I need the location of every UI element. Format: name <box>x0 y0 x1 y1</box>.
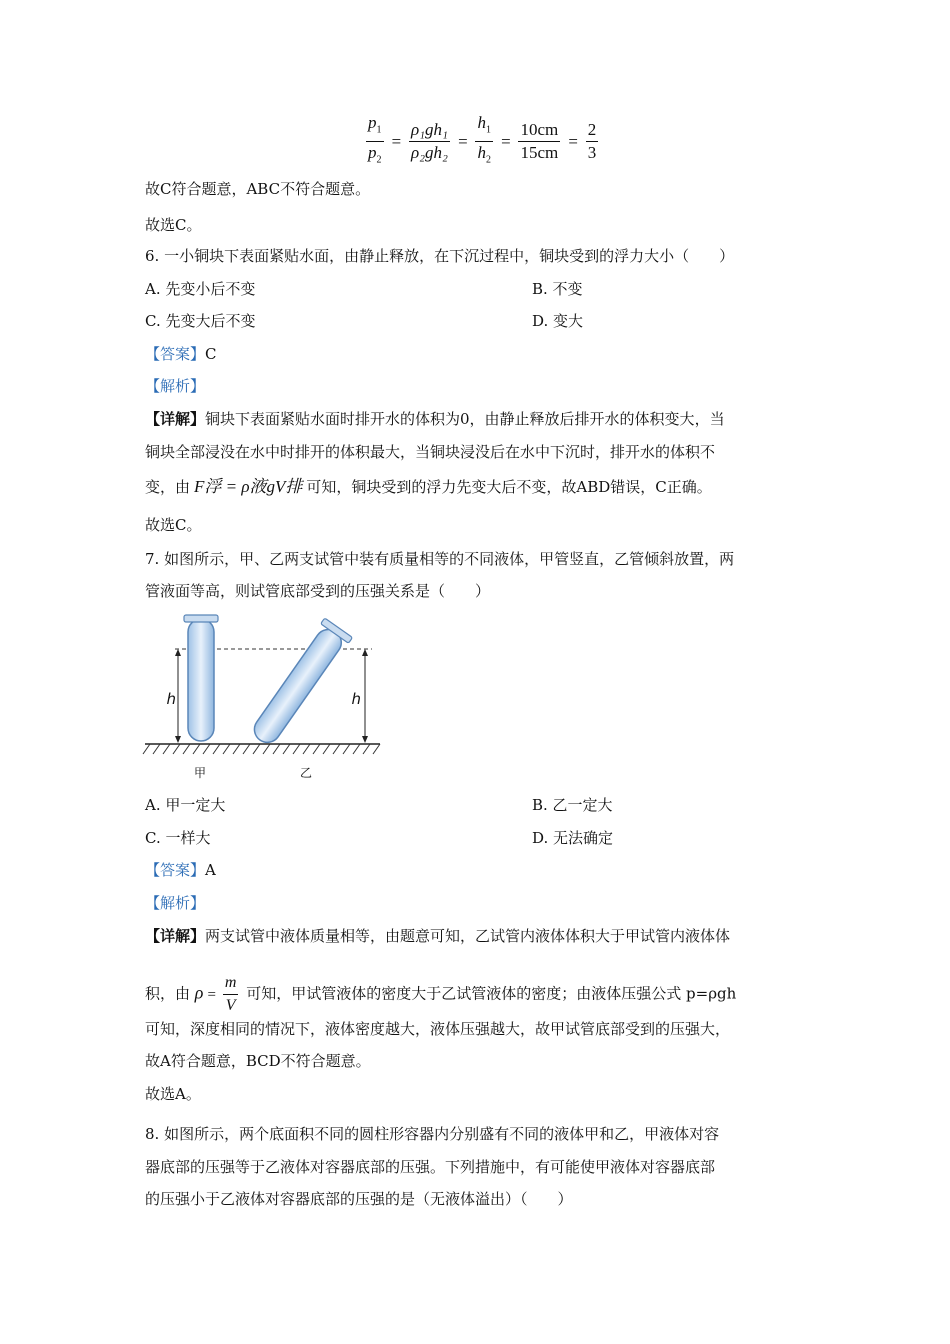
f1-num-sub: 1 <box>376 124 382 136</box>
tube-yi <box>246 618 352 750</box>
q7-option-a: A. 甲一定大 <box>145 796 226 814</box>
q7-detail2a: 积，由 <box>145 984 191 1003</box>
q7-analysis-tag <box>145 892 205 914</box>
buoyancy-formula: F浮 = ρ液gV排 <box>194 477 303 496</box>
fraction-V: V <box>225 997 236 1014</box>
label-yi: 乙 <box>299 766 313 780</box>
ground-hatching <box>143 744 380 754</box>
f3-num-sub: 1 <box>485 124 491 136</box>
answer-tag: 【答案】 <box>145 861 206 879</box>
q6-answer <box>145 343 217 365</box>
q6-detail-line2: 铜块全部浸没在水中时排开的体积最大，当铜块浸没后在水中下沉时，排开水的体积不 <box>145 443 716 461</box>
h-label-right: h <box>351 690 361 708</box>
q7-detail2b: 可知，甲试管液体的密度大于乙试管液体的密度；由液体压强公式 p=ρgh <box>246 984 737 1003</box>
height-arrow-right <box>362 649 368 743</box>
equals-sign: = <box>499 131 512 151</box>
f1-den: p <box>368 143 377 163</box>
equals-sign: = <box>390 131 402 151</box>
q7-option-d: D. 无法确定 <box>532 829 614 847</box>
q7-detail1: 两支试管中液体质量相等，由题意可知，乙试管内液体体积大于甲试管内液体体 <box>205 927 731 945</box>
q6-option-a: A. 先变小后不变 <box>145 280 256 298</box>
tube-jia <box>184 615 218 741</box>
q6-answer-value: C <box>205 345 217 363</box>
f1-den-sub: 2 <box>376 154 382 166</box>
q5-conclusion-line1: 故C符合题意，ABC不符合题意。 <box>145 180 371 198</box>
fraction-m: m <box>223 972 239 995</box>
label-jia: 甲 <box>193 766 207 780</box>
rho-symbol: ρ <box>194 982 204 1003</box>
q6-detail1: 铜块下表面紧贴水面时排开水的体积为0，由静止释放后排开水的体积变大，当 <box>205 410 725 428</box>
f1-num: p <box>368 113 377 132</box>
f4-num: 10cm <box>518 119 560 142</box>
q6-detail3a: 变，由 <box>145 478 191 496</box>
q7-detail-line1 <box>145 925 730 947</box>
f3-den-sub: 2 <box>485 154 491 166</box>
analysis-tag: 【解析】 <box>145 377 206 395</box>
q6-conclusion: 故选C。 <box>145 516 202 534</box>
density-fraction <box>223 972 239 1017</box>
q6-stem: 6. 一小铜块下表面紧贴水面，由静止释放，在下沉过程中，铜块受到的浮力大小（ ） <box>145 247 735 265</box>
fraction-rho-g-h <box>409 119 450 164</box>
q6-option-d: D. 变大 <box>532 312 584 330</box>
f2-num: ρ₁gh₁ <box>409 119 450 142</box>
detail-tag: 【详解】 <box>145 927 206 945</box>
f3-num: h <box>477 113 486 132</box>
q7-detail-line2: 积，由 ρ = $\frac{m}{V}$ 可知，甲试管液体的密度大于乙试管液体的密度；由液体压强公式 p=ρgh <box>145 972 736 1017</box>
fraction-10cm-15cm <box>518 119 560 164</box>
f3-den: h <box>477 143 486 163</box>
fraction-2-3 <box>586 119 599 164</box>
detail-tag: 【详解】 <box>145 410 206 428</box>
q8-stem-line1: 8. 如图所示，两个底面积不同的圆柱形容器内分别盛有不同的液体甲和乙，甲液体对容 <box>145 1125 720 1143</box>
f4-den: 15cm <box>520 143 559 163</box>
q7-stem-line1: 7. 如图所示，甲、乙两支试管中装有质量相等的不同液体，甲管竖直，乙管倾斜放置，两 <box>145 550 735 568</box>
q7-option-c: C. 一样大 <box>145 829 211 847</box>
f5-den: 3 <box>587 143 597 163</box>
q6-option-c: C. 先变大后不变 <box>145 312 256 330</box>
h-label-left: h <box>166 690 176 708</box>
f2-den: ρ₂gh₂ <box>410 143 448 163</box>
answer-tag: 【答案】 <box>145 345 206 363</box>
q7-detail-line4: 故A符合题意，BCD不符合题意。 <box>145 1052 371 1070</box>
q6-analysis-tag <box>145 375 205 397</box>
pressure-ratio-formula <box>363 112 601 172</box>
q8-stem-line2: 器底部的压强等于乙液体对容器底部的压强。下列措施中，有可能使甲液体对容器底部 <box>145 1158 716 1176</box>
fraction-p1-p2 <box>366 112 384 172</box>
q6-option-b: B. 不变 <box>532 280 583 298</box>
test-tube-figure <box>140 612 390 784</box>
q6-detail3b: 可知，铜块受到的浮力先变大后不变，故ABD错误，C正确。 <box>306 478 712 496</box>
f5-num: 2 <box>586 119 599 142</box>
q7-answer-value: A <box>205 861 216 879</box>
q5-conclusion-line2: 故选C。 <box>145 216 202 234</box>
fraction-h1-h2 <box>475 112 493 172</box>
q7-detail-line3: 可知，深度相同的情况下，液体密度越大，液体压强越大，故甲试管底部受到的压强大， <box>145 1020 731 1038</box>
analysis-tag: 【解析】 <box>145 894 206 912</box>
q7-option-b: B. 乙一定大 <box>532 796 613 814</box>
equals-sign: = <box>456 131 469 151</box>
q6-detail-line3 <box>145 476 712 498</box>
q7-conclusion: 故选A。 <box>145 1085 201 1103</box>
q8-stem-line3: 的压强小于乙液体对容器底部的压强的是（无液体溢出）（ ） <box>145 1190 573 1208</box>
q7-answer <box>145 859 216 881</box>
equals-sign: = <box>567 131 579 151</box>
q6-detail-line1 <box>145 408 725 430</box>
q7-stem-line2: 管液面等高，则试管底部受到的压强关系是（ ） <box>145 582 491 600</box>
